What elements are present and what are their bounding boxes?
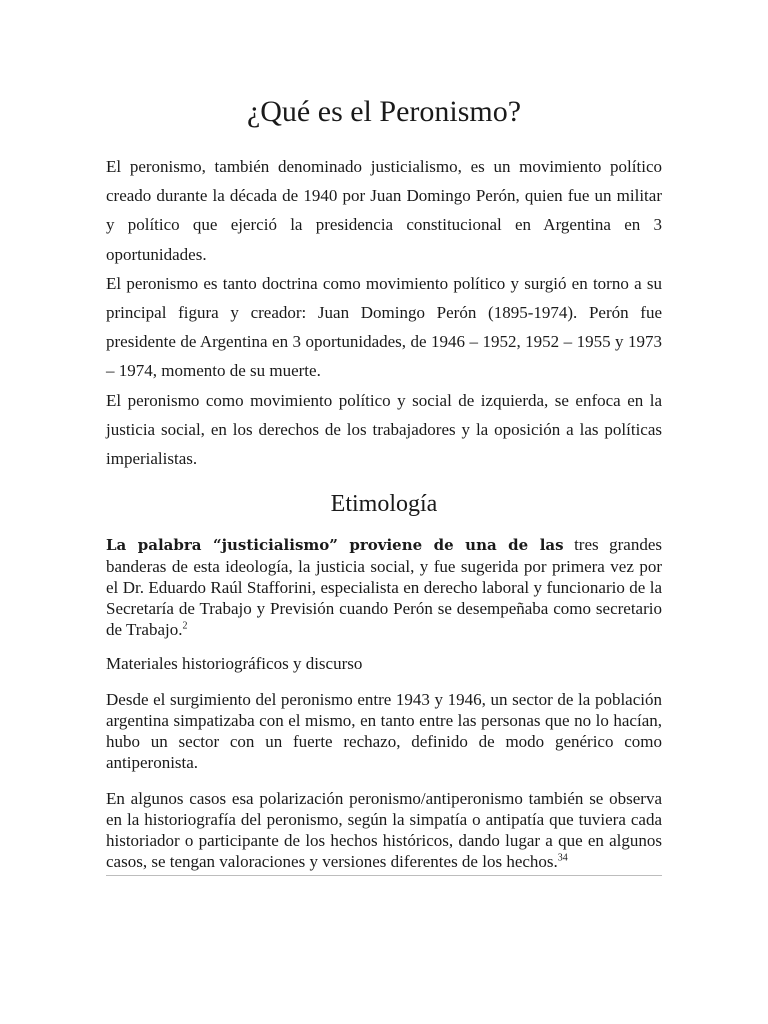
etymology-body-text: tres grandes banderas de esta ideología, la justicia social, y fue sugerida por primera vez por el Dr. Eduardo Raúl Stafforini, especialista en derecho laboral y funcionario de la Secretaría de Trabajo y Previsión cuando Perón se desempeñaba como secretario de Trabajo. <box>106 535 662 640</box>
materials-paragraph-2-text: En algunos casos esa polarización peronismo/antiperonismo también se observa en la historiografía del peronismo, según la simpatía o antipatía que tuviera cada historiador o participante de los hechos históricos, dando lugar a que en algunos casos, se tengan valoraciones y versiones diferentes de los hechos. <box>106 789 662 872</box>
intro-paragraph-1: El peronismo, también denominado justicialismo, es un movimiento político creado durante la década de 1940 por Juan Domingo Perón, quien fue un militar y político que ejerció la presidencia constitucional en Argentina en 3 oportunidades. <box>106 157 662 264</box>
materials-heading: Materiales historiográficos y discurso <box>106 654 363 674</box>
etymology-heading: Etimología <box>330 491 438 518</box>
footnote-ref-34: 34 <box>557 852 568 864</box>
etymology-lead-text: La palabra “justicialismo” proviene de una de las <box>106 536 564 555</box>
intro-section <box>106 152 662 473</box>
page-title: ¿Qué es el Peronismo? <box>246 95 522 128</box>
materials-paragraph-2 <box>106 788 662 872</box>
etymology-paragraph <box>106 534 662 640</box>
document-page <box>106 0 662 876</box>
materials-paragraph-1: Desde el surgimiento del peronismo entre 1943 y 1946, un sector de la población argentina simpatizaba con el mismo, en tanto entre las personas que no lo hacían, hubo un sector con un fuerte rechazo, definido de modo genérico como antiperonista. <box>106 690 662 773</box>
intro-paragraph-3: El peronismo como movimiento político y social de izquierda, se enfoca en la justicia social, en los derechos de los trabajadores y la oposición a las políticas imperialistas. <box>106 390 662 469</box>
footnote-ref-2: 2 <box>182 620 188 632</box>
footnote-separator <box>106 875 662 876</box>
intro-paragraph-2: El peronismo es tanto doctrina como movimiento político y surgió en torno a su principal figura y creador: Juan Domingo Perón (1895-1974). Perón fue presidente de Argentina en 3 oportunidades, de 1946 – 1952, 1952 – 1955 y 1973 – 1974, momento de su muerte. <box>106 273 662 381</box>
